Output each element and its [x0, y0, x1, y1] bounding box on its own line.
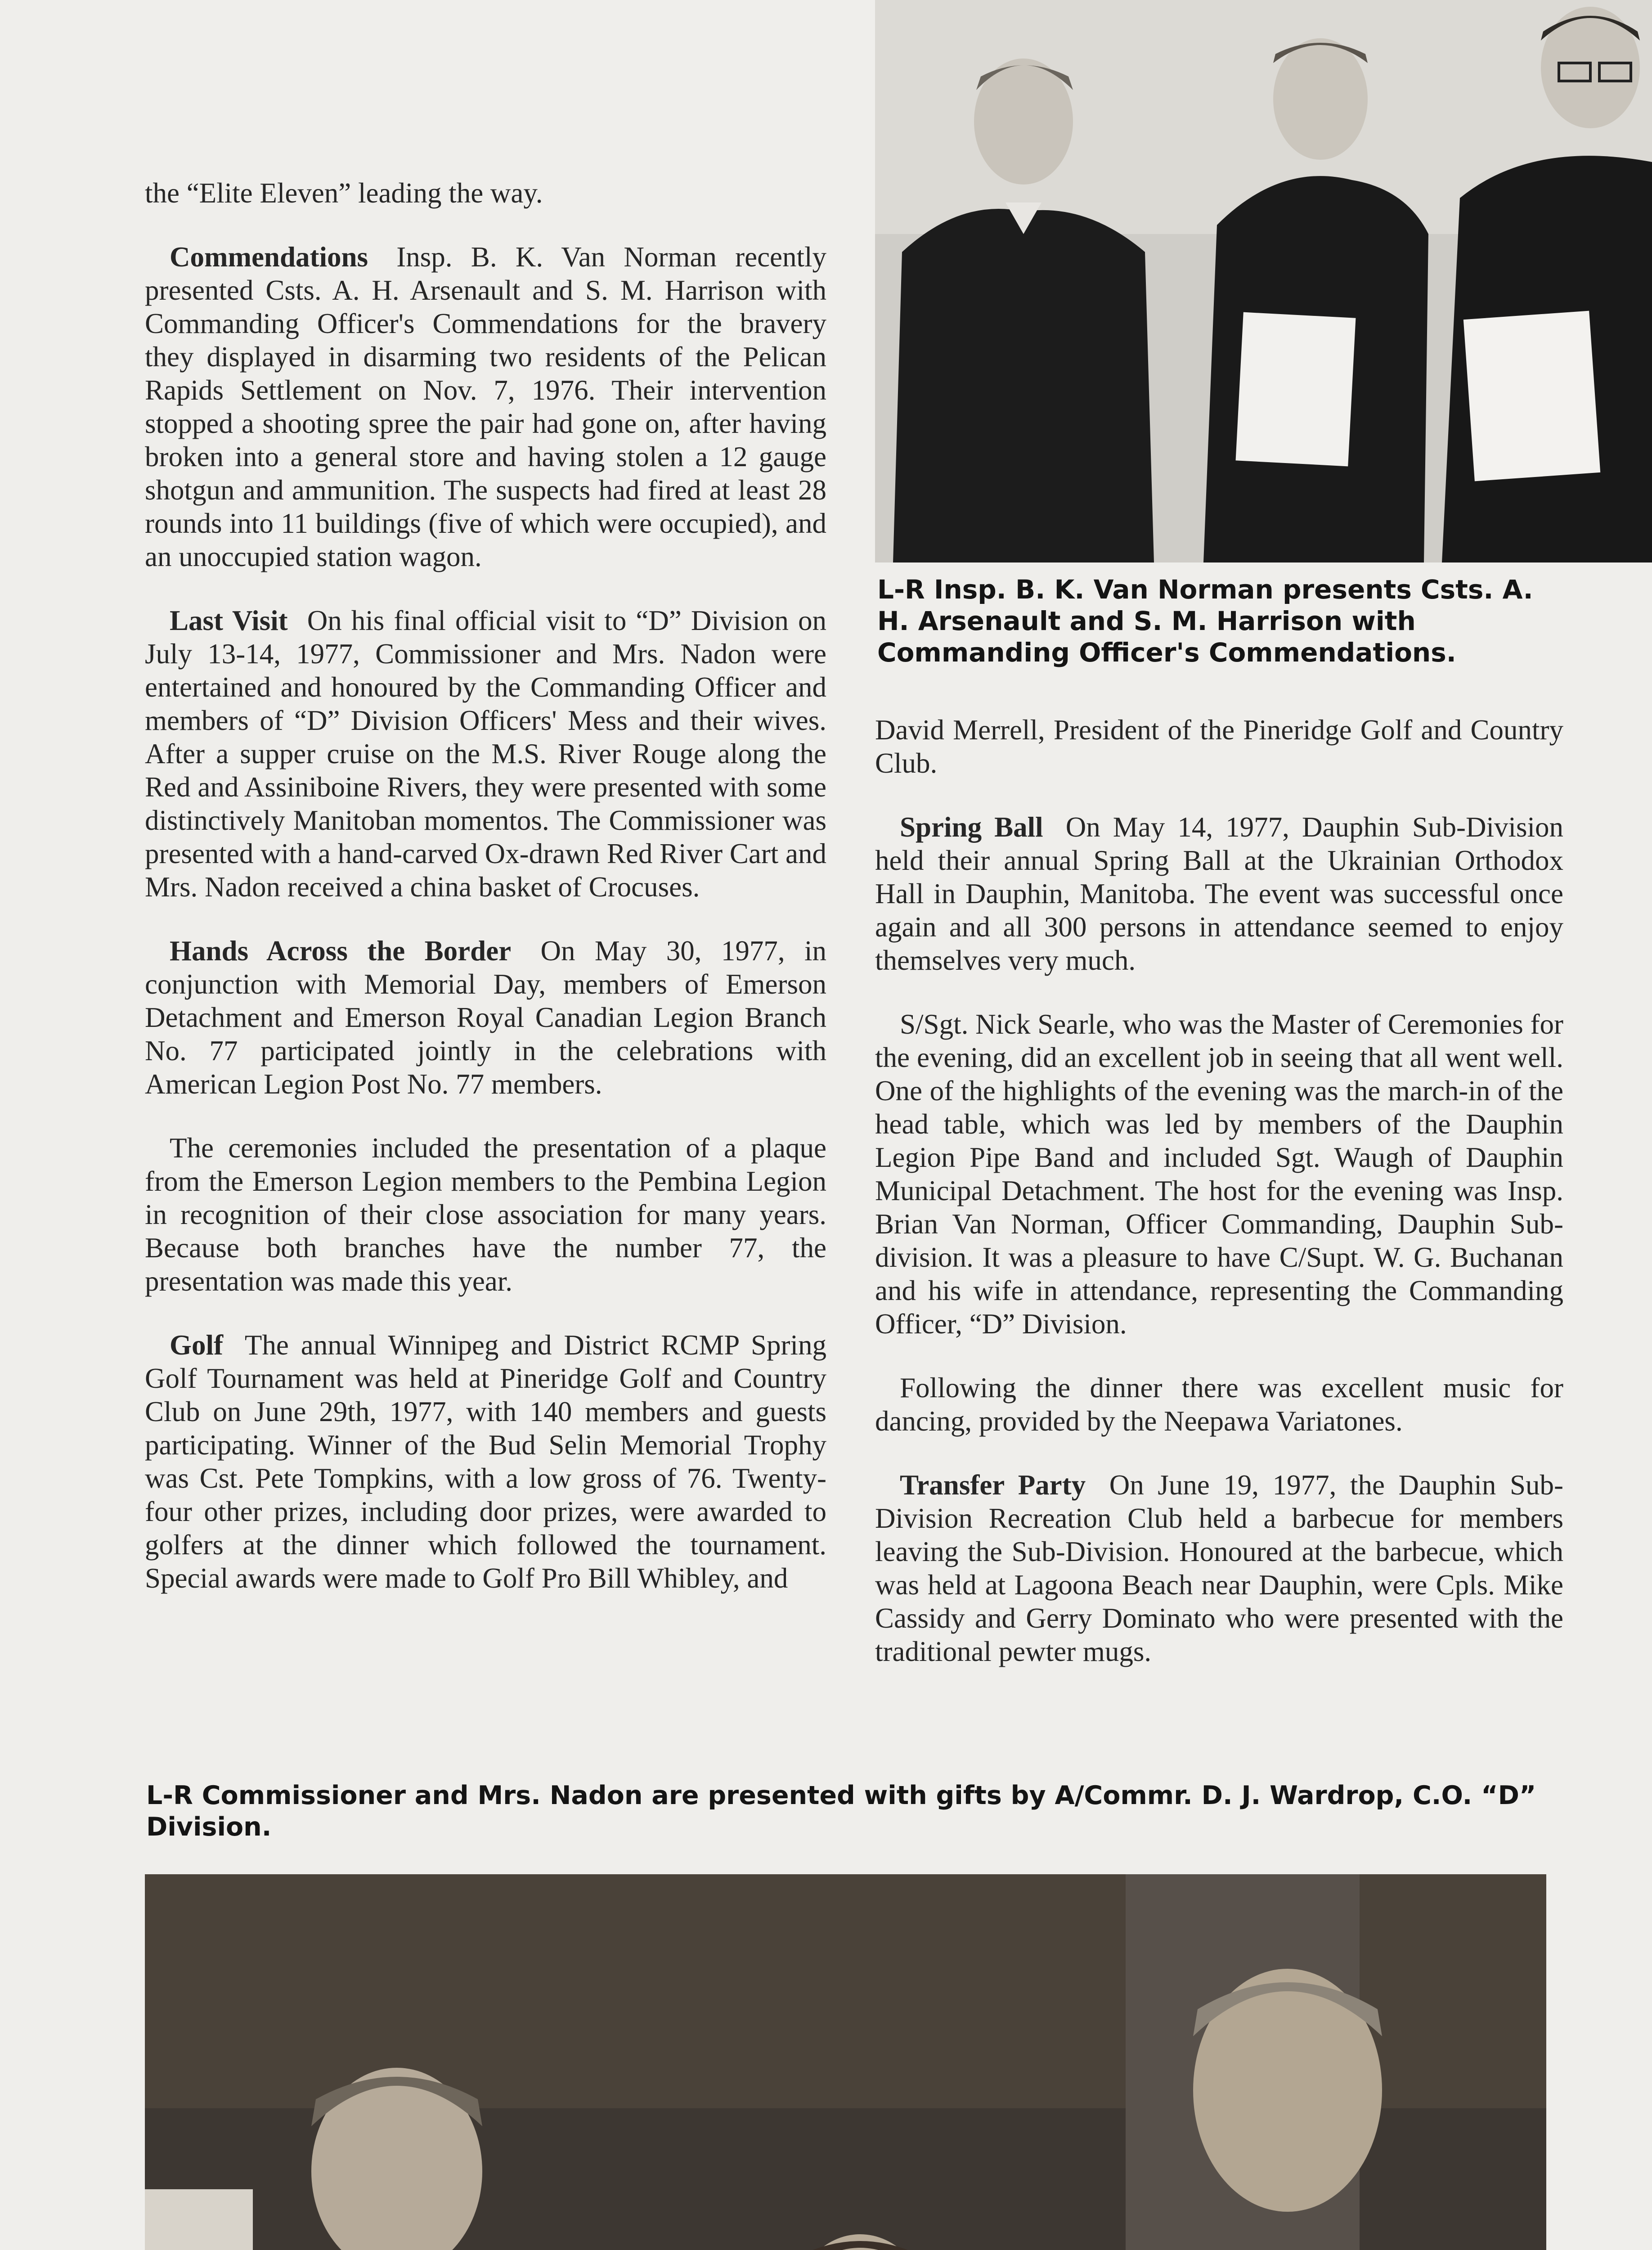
transfer-party-heading: Transfer Party: [900, 1469, 1086, 1501]
golf-paragraph: [145, 1328, 826, 1595]
hands-across-paragraph: [145, 934, 826, 1101]
transfer-party-paragraph: [875, 1468, 1563, 1668]
searle-paragraph: S/Sgt. Nick Searle, who was the Master of Ceremonies for the evening, did an excellent job in seeing that all went well. One of the highlights of the evening was the march-in of the head table, which was led by members of the Dauphin Legion Pipe Band and included Sgt. Waugh of Dauphin Municipal Detachment. The host for the evening was Insp. Brian Van Norman, Officer Commanding, Dauphin Sub-division. It was a pleasure to have C/Supt. W. G. Buchanan and his wife in attendance, representing the Commanding Officer, “D” Division.: [875, 1008, 1563, 1340]
right-text-column: [875, 713, 1563, 1699]
golf-heading: Golf: [170, 1329, 223, 1361]
photo-nadon-gifts: [145, 1874, 1546, 2250]
spring-ball-heading: Spring Ball: [900, 811, 1043, 843]
last-visit-heading: Last Visit: [170, 605, 288, 636]
hands-across-text: On May 30, 1977, in conjunction with Memorial Day, members of Emerson Detachment and Emerson Royal Canadian Legion Branch No. 77 participated jointly in the celebrations with American Legion Post No. 77 members.: [145, 935, 827, 1100]
left-text-column: [145, 176, 826, 1625]
spring-ball-paragraph: [875, 810, 1563, 977]
bottom-photo-caption: L-R Commissioner and Mrs. Nadon are presented with gifts by A/Commr. D. J. Wardrop, C.O. “D” Division.: [146, 1781, 1536, 1842]
golf-text: The annual Winnipeg and District RCMP Spring Golf Tournament was held at Pineridge Golf and Country Club on June 29th, 1977, with 140 members and guests participating. Winner of the Bud Selin Memorial Trophy was Cst. Pete Tompkins, with a low gross of 76. Twenty-four other prizes, including door prizes, were awarded to golfers at the dinner which followed the tournament. Special awards were made to Golf Pro Bill Whibley, and: [145, 1329, 826, 1594]
ceremonies-paragraph: The ceremonies included the presentation of a plaque from the Emerson Legion members to the Pembina Legion in recognition of their close association for many years. Because both branches have the number 77, the presentation was made this year.: [145, 1132, 826, 1297]
top-photo-caption: L-R Insp. B. K. Van Norman presents Csts. A. H. Arsenault and S. M. Harrison with Commanding Officer's Commendations.: [877, 574, 1533, 668]
continued-right-paragraph: David Merrell, President of the Pineridge Golf and Country Club.: [875, 714, 1563, 779]
hands-across-heading: Hands Across the Border: [170, 935, 512, 967]
commendations-paragraph: [145, 240, 826, 573]
last-visit-paragraph: [145, 604, 826, 904]
transfer-party-text: On June 19, 1977, the Dauphin Sub-Division Recreation Club held a barbecue for members leaving the Sub-Division. Honoured at the barbecue, which was held at Lagoona Beach near Dauphin, were Cpls. Mike Cassidy and Gerry Dominato who were presented with the traditional pewter mugs.: [875, 1469, 1564, 1667]
photo-officers-commendations: [875, 0, 1652, 562]
dinner-paragraph: Following the dinner there was excellent music for dancing, provided by the Neepawa Variatones.: [875, 1372, 1563, 1437]
commendations-text: Insp. B. K. Van Norman recently presented Csts. A. H. Arsenault and S. M. Harrison with Commanding Officer's Commendations for the bravery they displayed in disarming two residents of the Pelican Rapids Settlement on Nov. 7, 1976. Their intervention stopped a shooting spree the pair had gone on, after having broken into a general store and having stolen a 12 gauge shotgun and ammunition. The suspects had fired at least 28 rounds into 11 buildings (five of which were occupied), and an unoccupied station wagon.: [145, 241, 827, 572]
commendations-heading: Commendations: [170, 241, 368, 273]
continued-paragraph: the “Elite Eleven” leading the way.: [145, 177, 543, 209]
last-visit-text: On his final official visit to “D” Division on July 13-14, 1977, Commissioner and Mrs. Nadon were entertained and honoured by the Commanding Officer and members of “D” Division Officers' Mess and their wives. After a supper cruise on the M.S. River Rouge along the Red and Assiniboine Rivers, they were presented with some distinctively Manitoban momentos. The Commissioner was presented with a hand-carved Ox-drawn Red River Cart and Mrs. Nadon received a china basket of Crocuses.: [145, 605, 827, 903]
spring-ball-text: On May 14, 1977, Dauphin Sub-Division held their annual Spring Ball at the Ukrainian Orthodox Hall in Dauphin, Manitoba. The event was successful once again and all 300 persons in attendance seemed to enjoy themselves very much.: [875, 811, 1564, 976]
